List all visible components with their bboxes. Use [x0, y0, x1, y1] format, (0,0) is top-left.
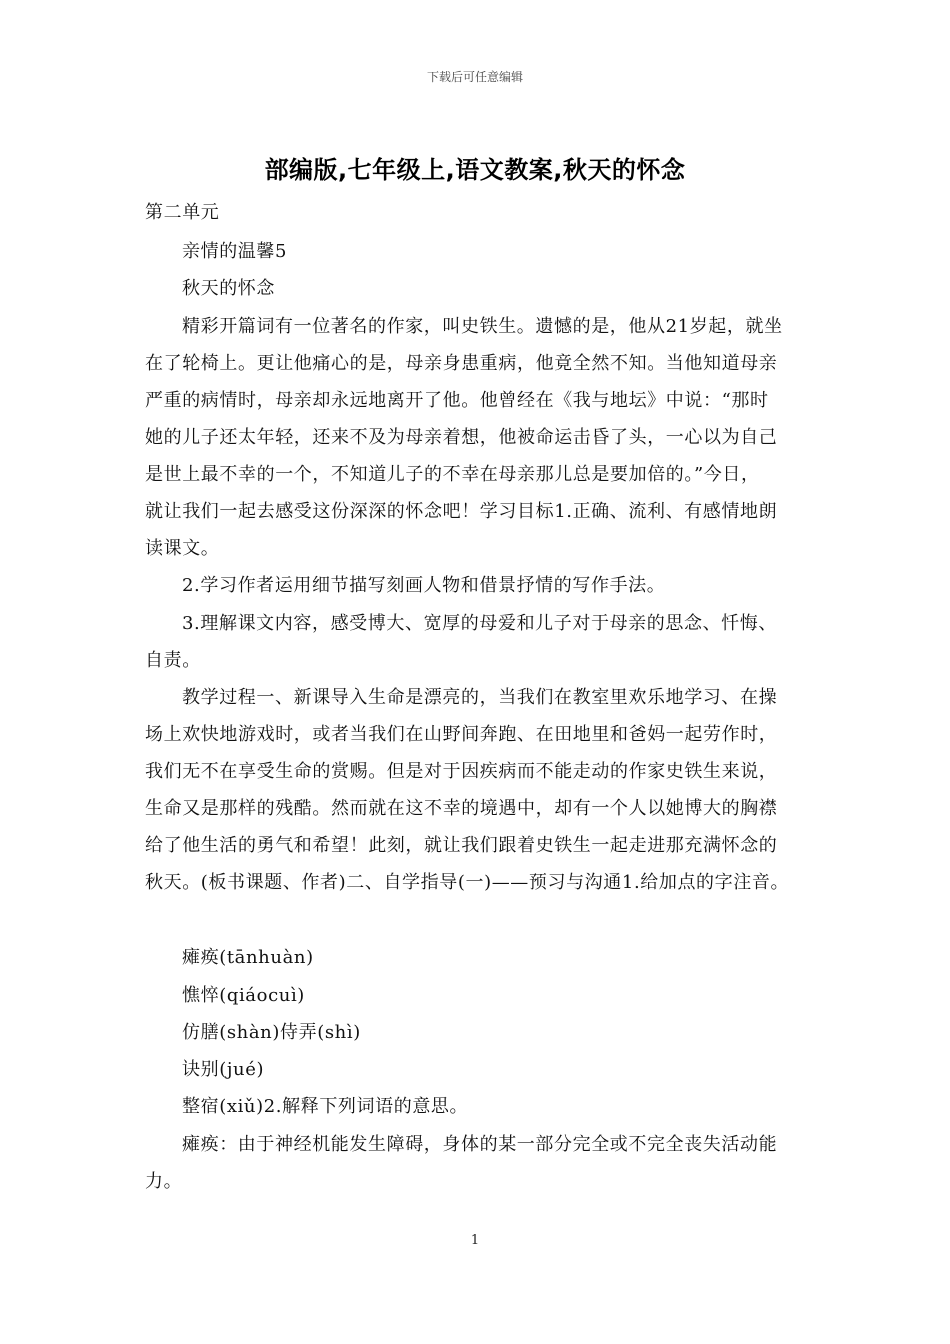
page-header: 下载后可任意编辑 [426, 70, 523, 84]
vocab-item: 整宿(xiǔ)2.解释下列词语的意思。 [182, 1096, 469, 1117]
body-text-line: 给了他生活的勇气和希望！此刻，就让我们跟着史铁生一起走进那充满怀念的 [145, 835, 778, 856]
document-title: 部编版,七年级上,语文教案,秋天的怀念 [264, 156, 686, 184]
body-text-line: 秋天。(板书课题、作者)二、自学指导(一)——预习与沟通1.给加点的字注音。 [145, 872, 790, 893]
body-text-line: 教学过程一、新课导入生命是漂亮的，当我们在教室里欢乐地学习、在操 [182, 687, 778, 708]
body-text-line: 严重的病情时，母亲却永远地离开了他。他曾经在《我与地坛》中说：“那时 [145, 390, 769, 411]
body-text-line: 生命又是那样的残酷。然而就在这不幸的境遇中，却有一个人以她博大的胸襟 [145, 798, 778, 819]
body-text-line: 力。 [145, 1171, 183, 1192]
vocab-item: 憔悴(qiáocuì) [182, 985, 305, 1006]
vocab-item: 仿膳(shàn)侍弄(shì) [182, 1022, 361, 1043]
body-text-line: 场上欢快地游戏时，或者当我们在山野间奔跑、在田地里和爸妈一起劳作时， [145, 724, 778, 745]
body-text-line: 她的儿子还太年轻，还来不及为母亲着想，他被命运击昏了头，一心以为自己 [145, 427, 778, 448]
vocab-item: 瘫痪(tānhuàn) [182, 947, 314, 968]
lesson-heading: 秋天的怀念 [182, 278, 275, 299]
vocab-item: 诀别(jué) [182, 1059, 265, 1080]
body-text-line: 就让我们一起去感受这份深深的怀念吧！学习目标1.正确、流利、有感情地朗 [145, 501, 778, 522]
body-text-line: 在了轮椅上。更让他痛心的是，母亲身患重病，他竟全然不知。当他知道母亲 [145, 353, 778, 374]
body-text-line: 读课文。 [145, 538, 220, 559]
page-number: 1 [470, 1233, 480, 1248]
body-text-line: 我们无不在享受生命的赏赐。但是对于因疾病而不能走动的作家史铁生来说， [145, 761, 778, 782]
body-text-line: 是世上最不幸的一个，不知道儿子的不幸在母亲那儿总是要加倍的。”今日， [145, 464, 760, 485]
body-text-line: 瘫痪：由于神经机能发生障碍，身体的某一部分完全或不完全丧失活动能 [182, 1134, 778, 1155]
unit-heading: 第二单元 [145, 202, 220, 223]
body-text-line: 3.理解课文内容，感受博大、宽厚的母爱和儿子对于母亲的思念、忏悔、 [182, 613, 777, 634]
body-text-line: 2.学习作者运用细节描写刻画人物和借景抒情的写作手法。 [182, 575, 666, 596]
section-heading: 亲情的温馨5 [182, 241, 288, 262]
body-text-line: 自责。 [145, 650, 201, 671]
body-text-line: 精彩开篇词有一位著名的作家，叫史铁生。遗憾的是，他从21岁起，就坐 [182, 316, 783, 337]
